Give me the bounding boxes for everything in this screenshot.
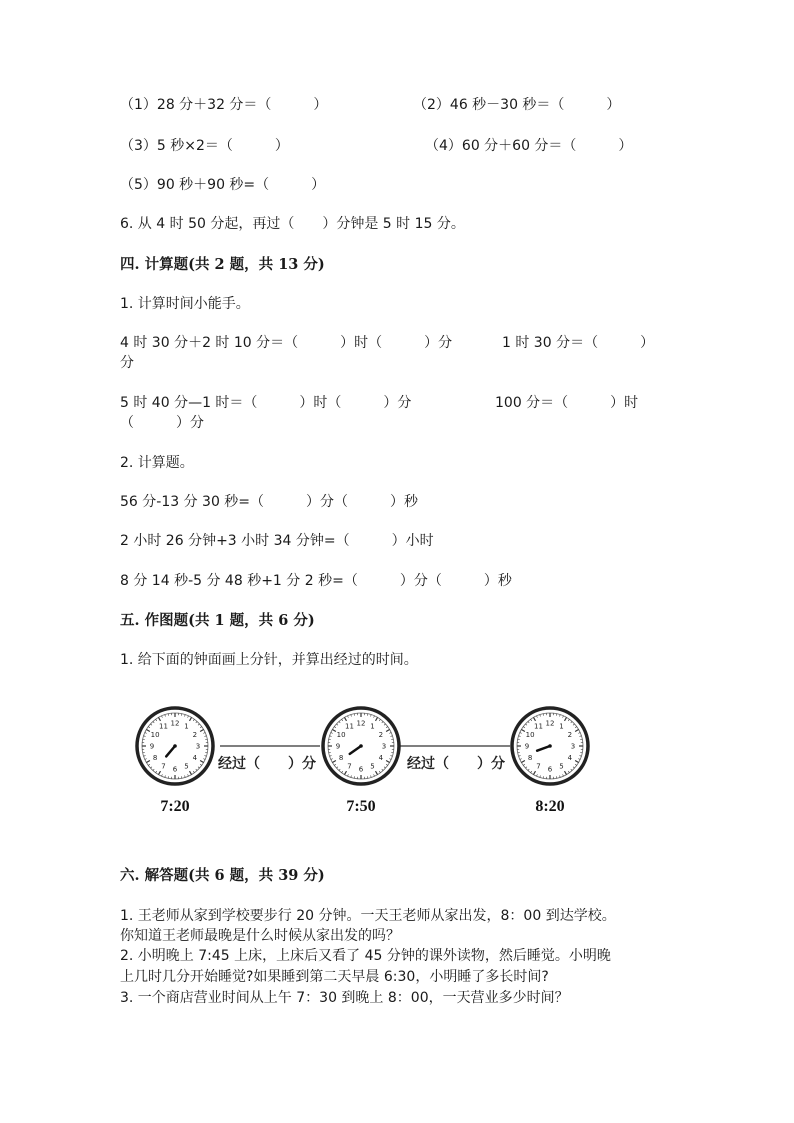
problem-2-line2: 2 小时 26 分钟+3 小时 34 分钟=（ ）小时 [120, 533, 434, 549]
clock-numeral: 11 [534, 722, 543, 731]
clock-numeral: 9 [149, 742, 155, 751]
question-5-2: （2）46 秒－30 秒＝（ ） [413, 97, 621, 113]
section-6-heading: 六. 解答题(共 6 题，共 39 分) [120, 867, 325, 884]
clock-numeral: 3 [195, 742, 201, 751]
clock-numeral: 9 [335, 742, 341, 751]
clock-numeral: 5 [370, 762, 375, 771]
clock-numeral: 12 [545, 719, 555, 728]
answer-question-2-a: 2. 小明晚上 7:45 上床，上床后又看了 45 分钟的课外读物，然后睡觉。小明晚 [120, 948, 611, 964]
answer-question-2-b: 上几时几分开始睡觉?如果睡到第二天早晨 6:30，小明睡了多长时间? [120, 969, 549, 985]
clock-numeral: 3 [381, 742, 387, 751]
question-5-1: （1）28 分＋32 分＝（ ） [120, 97, 328, 113]
clock-numeral: 8 [152, 754, 158, 762]
section-4-heading: 四. 计算题(共 2 题，共 13 分) [120, 256, 325, 273]
problem-1-title: 1. 计算时间小能手。 [120, 296, 250, 312]
clock-numeral: 6 [358, 765, 364, 774]
clock-numeral: 10 [525, 731, 535, 739]
gap-label-1: 经过（ ）分 [218, 756, 316, 772]
answer-question-1-a: 1. 王老师从家到学校要步行 20 分钟。一天王老师从家出发，8：00 到达学校。 [120, 908, 616, 924]
clock-numeral: 8 [338, 754, 344, 762]
question-5-3: （3）5 秒×2＝（ ） [120, 138, 289, 154]
clock-numeral: 12 [356, 719, 366, 728]
time-label-3: 8:20 [535, 798, 565, 815]
problem-1-line2-a: 5 时 40 分—1 时＝（ ）时（ ）分 [120, 395, 412, 411]
question-5-5: （5）90 秒＋90 秒=（ ） [120, 177, 326, 193]
clock-numeral: 4 [378, 754, 384, 762]
clock-numeral: 11 [159, 722, 168, 731]
clock-numeral: 12 [170, 719, 180, 728]
clock-numeral: 1 [370, 722, 375, 731]
time-label-1: 7:20 [160, 798, 190, 815]
clock-numeral: 10 [150, 731, 160, 739]
clock-numeral: 6 [547, 765, 553, 774]
answer-question-1-b: 你知道王老师最晚是什么时候从家出发的吗？ [120, 928, 400, 944]
clock-numeral: 9 [524, 742, 530, 751]
clock-numeral: 2 [192, 731, 198, 739]
problem-1-line2-b: 100 分＝（ ）时 [495, 395, 639, 411]
question-5-4: （4）60 分＋60 分＝（ ） [425, 138, 633, 154]
problem-2-title: 2. 计算题。 [120, 455, 194, 471]
clock-face [512, 708, 588, 784]
answer-question-3: 3. 一个商店营业时间从上午 7：30 到晚上 8：00，一天营业多少时间？ [120, 990, 569, 1006]
problem-1-line2-c: （ ）分 [120, 415, 204, 431]
problem-2-line3: 8 分 14 秒-5 分 48 秒+1 分 2 秒=（ ）分（ ）秒 [120, 573, 512, 589]
clock-numeral: 1 [559, 722, 564, 731]
clock-numeral: 1 [184, 722, 189, 731]
question-6: 6. 从 4 时 50 分起，再过（ ）分钟是 5 时 15 分。 [120, 216, 465, 232]
clock-numeral: 6 [172, 765, 178, 774]
clock-numeral: 7 [536, 762, 541, 771]
clock-figure [130, 700, 610, 830]
clock-face [137, 708, 213, 784]
clock-numeral: 5 [559, 762, 564, 771]
problem-1-line1-b: 1 时 30 分＝（ ） [502, 335, 655, 351]
clock-numeral: 3 [570, 742, 576, 751]
clock-numeral: 8 [527, 754, 533, 762]
drawing-question: 1. 给下面的钟面画上分针，并算出经过的时间。 [120, 652, 418, 668]
section-5-heading: 五. 作图题(共 1 题，共 6 分) [120, 612, 315, 629]
clock-face [323, 708, 399, 784]
clock-numeral: 7 [347, 762, 352, 771]
clock-numeral: 10 [336, 731, 346, 739]
clock-numeral: 2 [567, 731, 573, 739]
time-label-2: 7:50 [346, 798, 376, 815]
problem-1-line1-c: 分 [120, 355, 134, 371]
problem-1-line1-a: 4 时 30 分＋2 时 10 分＝（ ）时（ ）分 [120, 335, 453, 351]
clock-numeral: 2 [378, 731, 384, 739]
gap-label-2: 经过（ ）分 [407, 756, 505, 772]
clock-numeral: 4 [192, 754, 198, 762]
clock-numeral: 7 [161, 762, 166, 771]
clock-numeral: 5 [184, 762, 189, 771]
clock-numeral: 11 [345, 722, 354, 731]
clock-numeral: 4 [567, 754, 573, 762]
problem-2-line1: 56 分-13 分 30 秒=（ ）分（ ）秒 [120, 494, 419, 510]
